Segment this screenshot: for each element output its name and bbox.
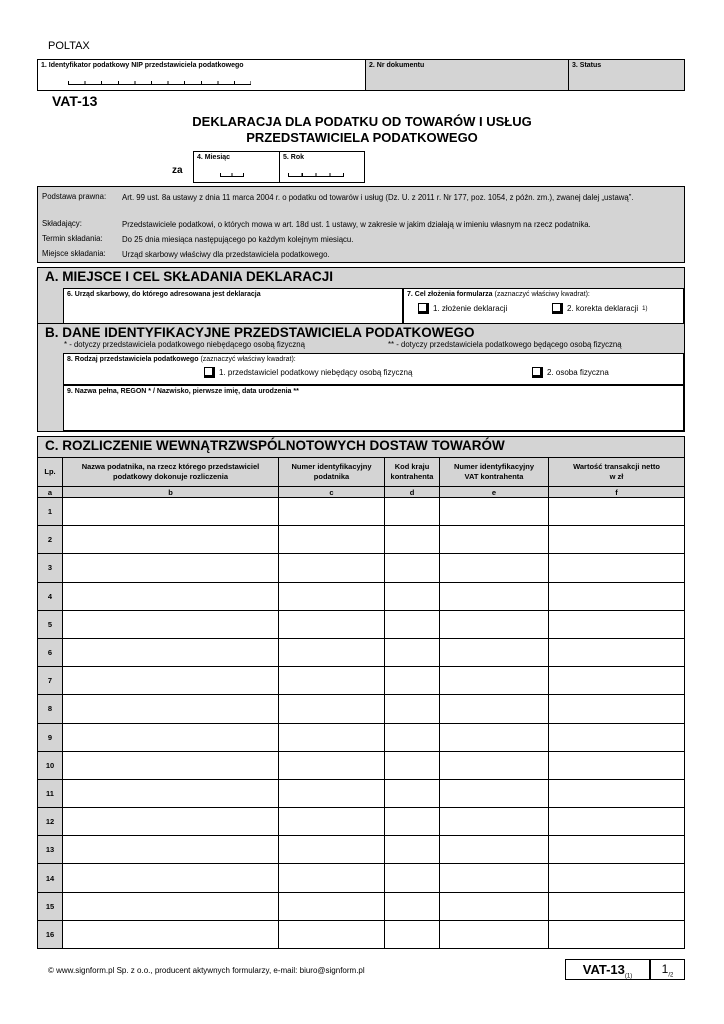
- col-index-b: b: [63, 487, 279, 498]
- col-f-header-line-1: Wartość transakcji netto: [573, 462, 660, 471]
- section-b-note-1: * - dotyczy przedstawiciela podatkowego niebędącego osobą fizyczną: [64, 340, 305, 349]
- cell-name[interactable]: [63, 864, 279, 892]
- row-number: 14: [38, 864, 63, 892]
- table-row: [38, 554, 685, 582]
- cell-net-value[interactable]: [549, 610, 685, 638]
- row-number: 10: [38, 751, 63, 779]
- kind-label: [64, 354, 683, 365]
- year-label: 5. Rok: [283, 154, 305, 161]
- nip-label: 1. Identyfikator podatkowy NIP przedstawiciela podatkowego: [41, 62, 244, 69]
- purpose-option-2-label: 2. korekta deklaracji: [567, 304, 639, 313]
- cell-vat-id[interactable]: [440, 836, 549, 864]
- transactions-table: [37, 457, 685, 949]
- col-c-header-line-1: Numer identyfikacyjny: [291, 462, 372, 471]
- cell-net-value[interactable]: [549, 667, 685, 695]
- section-a: [37, 267, 685, 325]
- cell-taxpayer-id[interactable]: [279, 582, 385, 610]
- cell-name[interactable]: [63, 498, 279, 526]
- cell-vat-id[interactable]: [440, 638, 549, 666]
- cell-taxpayer-id[interactable]: [279, 808, 385, 836]
- row-number: 1: [38, 498, 63, 526]
- badge-code: VAT-13: [582, 962, 625, 977]
- cell-country-code[interactable]: [385, 526, 440, 554]
- cell-vat-id[interactable]: [440, 920, 549, 948]
- section-b: [37, 323, 685, 432]
- cell-vat-id[interactable]: [440, 695, 549, 723]
- cell-name[interactable]: [63, 638, 279, 666]
- row-number: 12: [38, 808, 63, 836]
- table-row: [38, 892, 685, 920]
- col-e-header-line-2: VAT kontrahenta: [464, 472, 524, 481]
- cell-vat-id[interactable]: [440, 526, 549, 554]
- cell-taxpayer-id[interactable]: [279, 751, 385, 779]
- cell-net-value[interactable]: [549, 836, 685, 864]
- cell-country-code[interactable]: [385, 864, 440, 892]
- filer-text: Przedstawiciele podatkowi, o których mowa w art. 18d ust. 1 ustawy, w zakresie w jakim działają w imieniu własnym na rzecz podatnika.: [122, 220, 591, 229]
- row-number: 4: [38, 582, 63, 610]
- table-row: [38, 638, 685, 666]
- table-row: [38, 526, 685, 554]
- checkbox-icon[interactable]: [532, 367, 543, 378]
- row-number: 3: [38, 554, 63, 582]
- purpose-option-2[interactable]: [552, 303, 648, 314]
- title-line-2: PRZEDSTAWICIELA PODATKOWEGO: [246, 130, 478, 145]
- purpose-label: [404, 289, 683, 300]
- badge-variant: (1): [624, 973, 633, 980]
- cell-name[interactable]: [63, 695, 279, 723]
- checkbox-icon[interactable]: [204, 367, 215, 378]
- cell-taxpayer-id[interactable]: [279, 920, 385, 948]
- kind-option-2-label: 2. osoba fizyczna: [547, 368, 609, 377]
- cell-name[interactable]: [63, 667, 279, 695]
- kind-option-1[interactable]: [204, 367, 412, 378]
- cell-name[interactable]: [63, 751, 279, 779]
- cell-country-code[interactable]: [385, 920, 440, 948]
- cell-country-code[interactable]: [385, 638, 440, 666]
- kind-label-text: 8. Rodzaj przedstawiciela podatkowego: [67, 356, 199, 363]
- cell-name[interactable]: [63, 892, 279, 920]
- cell-vat-id[interactable]: [440, 751, 549, 779]
- purpose-option-1[interactable]: [418, 303, 507, 314]
- table-row: [38, 864, 685, 892]
- row-number: 7: [38, 667, 63, 695]
- row-number: 6: [38, 638, 63, 666]
- cell-taxpayer-id[interactable]: [279, 667, 385, 695]
- brand-label: POLTAX: [48, 40, 90, 52]
- table-row: [38, 610, 685, 638]
- cell-vat-id[interactable]: [440, 779, 549, 807]
- col-f-header-line-2: w zł: [609, 472, 624, 481]
- cell-country-code[interactable]: [385, 695, 440, 723]
- table-row: [38, 695, 685, 723]
- info-row-place: [42, 249, 330, 259]
- table-body: [38, 498, 685, 949]
- cell-net-value[interactable]: [549, 864, 685, 892]
- cell-country-code[interactable]: [385, 554, 440, 582]
- col-f-header: [549, 458, 685, 487]
- cell-name[interactable]: [63, 920, 279, 948]
- deadline-text: Do 25 dnia miesiąca następującego po każdym kolejnym miesiącu.: [122, 235, 354, 244]
- full-name-label: 9. Nazwa pełna, REGON * / Nazwisko, pierwsze imię, data urodzenia **: [67, 388, 299, 395]
- row-number: 2: [38, 526, 63, 554]
- cell-taxpayer-id[interactable]: [279, 526, 385, 554]
- cell-name[interactable]: [63, 610, 279, 638]
- cell-net-value[interactable]: [549, 723, 685, 751]
- period-za: za: [172, 165, 183, 176]
- page-total: /2: [668, 972, 674, 979]
- info-row-deadline: [42, 234, 354, 244]
- nip-field[interactable]: [38, 60, 366, 90]
- cell-country-code[interactable]: [385, 723, 440, 751]
- cell-net-value[interactable]: [549, 526, 685, 554]
- cell-name[interactable]: [63, 526, 279, 554]
- full-name-field[interactable]: [63, 385, 684, 431]
- cell-name[interactable]: [63, 836, 279, 864]
- header-fields: [37, 59, 685, 91]
- kind-option-2[interactable]: [532, 367, 609, 378]
- kind-hint: (zaznaczyć właściwy kwadrat):: [200, 356, 296, 363]
- cell-country-code[interactable]: [385, 779, 440, 807]
- cell-vat-id[interactable]: [440, 864, 549, 892]
- cell-taxpayer-id[interactable]: [279, 864, 385, 892]
- cell-name[interactable]: [63, 554, 279, 582]
- table-row: [38, 779, 685, 807]
- basis-label: Podstawa prawna:: [42, 192, 107, 201]
- cell-country-code[interactable]: [385, 751, 440, 779]
- table-row: [38, 582, 685, 610]
- col-index-d: d: [385, 487, 440, 498]
- cell-net-value[interactable]: [549, 779, 685, 807]
- col-d-header: [385, 458, 440, 487]
- row-number: 11: [38, 779, 63, 807]
- status-field: [569, 60, 684, 90]
- cell-net-value[interactable]: [549, 582, 685, 610]
- purpose-label-text: 7. Cel złożenia formularza: [407, 291, 493, 298]
- section-b-note-2: ** - dotyczy przedstawiciela podatkowego będącego osobą fizyczną: [388, 340, 622, 349]
- cell-taxpayer-id[interactable]: [279, 498, 385, 526]
- table-row: [38, 751, 685, 779]
- section-b-title: B. DANE IDENTYFIKACYJNE PRZEDSTAWICIELA PODATKOWEGO: [45, 325, 475, 340]
- column-index-row: [38, 487, 685, 498]
- place-label: Miejsce składania:: [42, 249, 106, 258]
- cell-vat-id[interactable]: [440, 610, 549, 638]
- row-number: 13: [38, 836, 63, 864]
- cell-net-value[interactable]: [549, 920, 685, 948]
- cell-country-code[interactable]: [385, 836, 440, 864]
- cell-country-code[interactable]: [385, 582, 440, 610]
- col-c-header-line-2: podatnika: [313, 472, 350, 481]
- cell-vat-id[interactable]: [440, 808, 549, 836]
- row-number: 9: [38, 723, 63, 751]
- row-number: 8: [38, 695, 63, 723]
- cell-vat-id[interactable]: [440, 498, 549, 526]
- form-code-badge: [565, 959, 650, 980]
- filer-label: Składający:: [42, 219, 82, 228]
- month-field[interactable]: [194, 152, 280, 182]
- cell-vat-id[interactable]: [440, 582, 549, 610]
- cell-taxpayer-id[interactable]: [279, 638, 385, 666]
- cell-taxpayer-id[interactable]: [279, 779, 385, 807]
- col-index-f: f: [549, 487, 685, 498]
- page-title: [100, 114, 624, 146]
- cell-net-value[interactable]: [549, 554, 685, 582]
- tax-office-field[interactable]: [63, 288, 403, 324]
- col-lp-header: Lp.: [38, 458, 63, 487]
- nip-digit-boxes: [68, 81, 251, 85]
- col-b-header: [63, 458, 279, 487]
- purpose-option-1-label: 1. złożenie deklaracji: [433, 304, 508, 313]
- cell-vat-id[interactable]: [440, 667, 549, 695]
- info-row-basis: [42, 192, 634, 202]
- cell-name[interactable]: [63, 808, 279, 836]
- col-d-header-line-2: kontrahenta: [390, 472, 434, 481]
- doc-number-field: [366, 60, 569, 90]
- month-label: 4. Miesiąc: [197, 154, 231, 161]
- status-label: 3. Status: [572, 62, 602, 69]
- cell-name[interactable]: [63, 723, 279, 751]
- col-b-header-line-1: Nazwa podatnika, na rzecz którego przedstawiciel: [81, 462, 260, 471]
- col-c-header: [279, 458, 385, 487]
- section-c: [37, 436, 685, 458]
- cell-country-code[interactable]: [385, 498, 440, 526]
- purpose-hint: (zaznaczyć właściwy kwadrat):: [494, 291, 590, 298]
- cell-taxpayer-id[interactable]: [279, 610, 385, 638]
- table-row: [38, 920, 685, 948]
- cell-country-code[interactable]: [385, 892, 440, 920]
- section-c-title: C. ROZLICZENIE WEWNĄTRZWSPÓLNOTOWYCH DOSTAW TOWARÓW: [45, 438, 505, 453]
- row-number: 15: [38, 892, 63, 920]
- col-e-header-line-1: Numer identyfikacyjny: [453, 462, 535, 471]
- month-digit-boxes: [220, 173, 244, 177]
- year-field[interactable]: [280, 152, 364, 182]
- cell-vat-id[interactable]: [440, 554, 549, 582]
- info-row-filer: [42, 219, 591, 229]
- tax-office-label: 6. Urząd skarbowy, do którego adresowana jest deklaracja: [67, 291, 261, 298]
- cell-net-value[interactable]: [549, 892, 685, 920]
- cell-name[interactable]: [63, 582, 279, 610]
- form-code: VAT-13: [52, 93, 98, 109]
- page-number: [650, 959, 685, 980]
- cell-country-code[interactable]: [385, 808, 440, 836]
- cell-taxpayer-id[interactable]: [279, 695, 385, 723]
- table-row: [38, 723, 685, 751]
- table-row: [38, 836, 685, 864]
- col-e-header: [440, 458, 549, 487]
- representative-kind-field: [63, 353, 684, 385]
- legal-info-box: [37, 186, 685, 263]
- purpose-field: [403, 288, 684, 324]
- cell-vat-id[interactable]: [440, 723, 549, 751]
- col-index-c: c: [279, 487, 385, 498]
- footer-copyright: © www.signform.pl Sp. z o.o., producent aktywnych formularzy, e-mail: biuro@signform.pl: [48, 966, 365, 975]
- col-index-e: e: [440, 487, 549, 498]
- title-line-1: DEKLARACJA DLA PODATKU OD TOWARÓW I USŁUG: [192, 114, 532, 129]
- cell-name[interactable]: [63, 779, 279, 807]
- table-row: [38, 808, 685, 836]
- cell-taxpayer-id[interactable]: [279, 836, 385, 864]
- cell-taxpayer-id[interactable]: [279, 554, 385, 582]
- cell-vat-id[interactable]: [440, 892, 549, 920]
- cell-taxpayer-id[interactable]: [279, 723, 385, 751]
- footnote-ref: 1): [642, 305, 648, 312]
- table-row: [38, 498, 685, 526]
- page-current: 1: [661, 962, 669, 976]
- col-d-header-line-1: Kod kraju: [394, 462, 430, 471]
- col-b-header-line-2: podatkowy dokonuje rozliczenia: [112, 472, 229, 481]
- row-number: 5: [38, 610, 63, 638]
- cell-country-code[interactable]: [385, 610, 440, 638]
- table-row: [38, 667, 685, 695]
- cell-country-code[interactable]: [385, 667, 440, 695]
- cell-net-value[interactable]: [549, 808, 685, 836]
- doc-number-label: 2. Nr dokumentu: [369, 62, 425, 69]
- place-text: Urząd skarbowy właściwy dla przedstawiciela podatkowego.: [122, 250, 330, 259]
- checkbox-icon[interactable]: [418, 303, 429, 314]
- cell-net-value[interactable]: [549, 751, 685, 779]
- year-digit-boxes: [288, 173, 344, 177]
- row-number: 16: [38, 920, 63, 948]
- col-index-a: a: [38, 487, 63, 498]
- cell-net-value[interactable]: [549, 638, 685, 666]
- deadline-label: Termin składania:: [42, 234, 103, 243]
- cell-taxpayer-id[interactable]: [279, 892, 385, 920]
- checkbox-icon[interactable]: [552, 303, 563, 314]
- table-header-row: [38, 458, 685, 487]
- period-fields: [193, 151, 365, 183]
- cell-net-value[interactable]: [549, 498, 685, 526]
- cell-net-value[interactable]: [549, 695, 685, 723]
- basis-text: Art. 99 ust. 8a ustawy z dnia 11 marca 2004 r. o podatku od towarów i usług (Dz. U. z 2011 r. Nr 177, poz. 1054, z późn. zm.), zwanej dalej „ustawą”.: [122, 193, 634, 202]
- section-a-title: A. MIEJSCE I CEL SKŁADANIA DEKLARACJI: [45, 269, 334, 284]
- kind-option-1-label: 1. przedstawiciel podatkowy niebędący osobą fizyczną: [219, 368, 413, 377]
